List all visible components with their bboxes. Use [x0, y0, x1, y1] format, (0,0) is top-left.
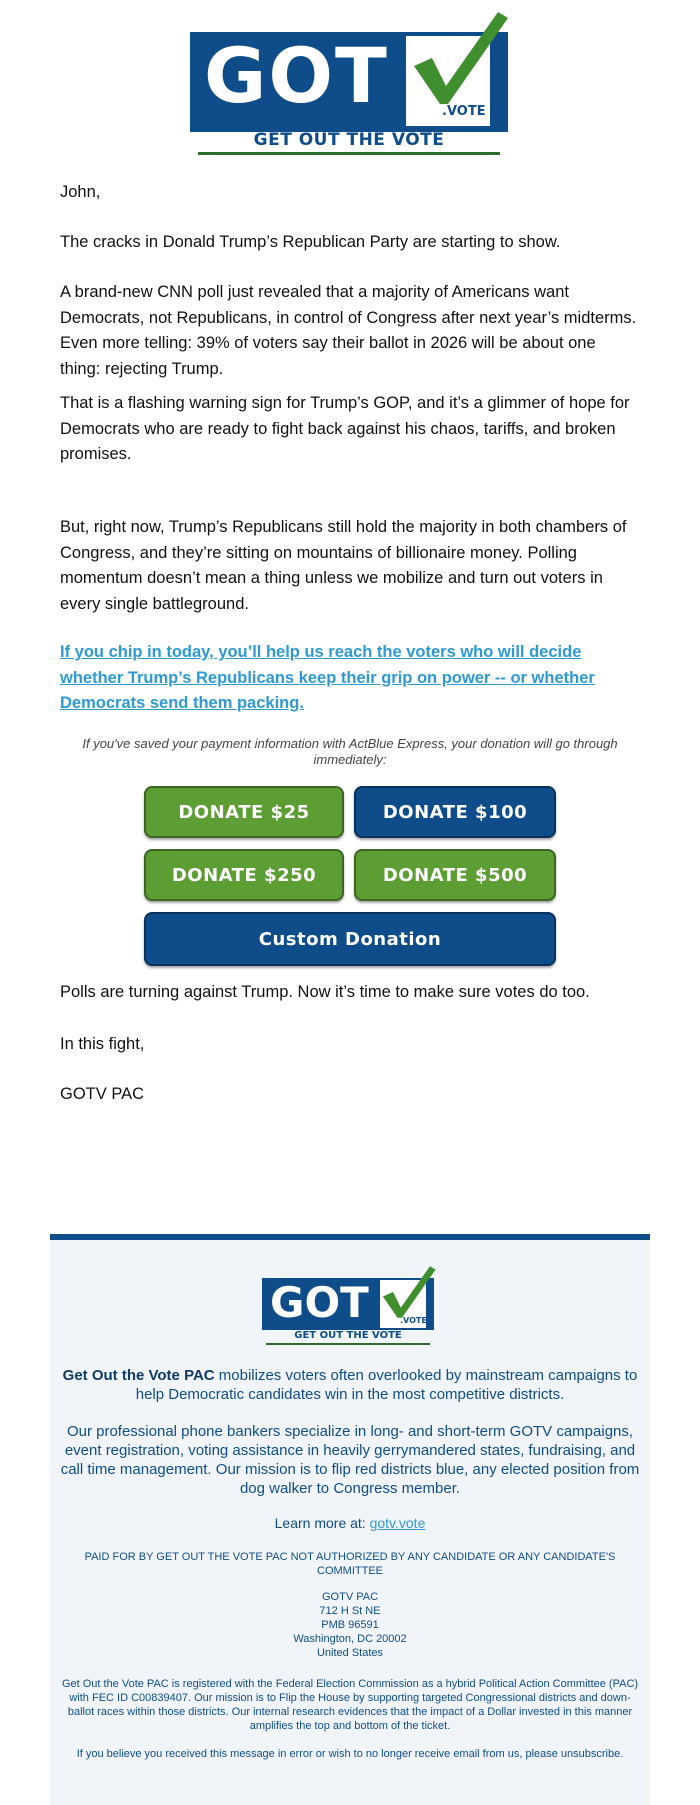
logo-underline — [198, 152, 500, 155]
about-1-text: mobilizes voters often overlooked by mainstream campaigns to help Democratic candidates win in the most competitive districts. — [135, 1367, 638, 1403]
greeting: John, — [60, 183, 101, 201]
address-line: United States — [316, 1647, 384, 1659]
logo-domain: .VOTE — [442, 104, 486, 119]
logo-word: GOT — [204, 31, 389, 120]
custom-donation-button[interactable]: Custom Donation — [144, 912, 556, 966]
checkmark-icon — [402, 8, 512, 108]
org-name: Get Out the Vote PAC — [62, 1367, 215, 1384]
paragraph-2: A brand-new CNN poll just revealed that a majority of Americans want Democrats, not Republicans, in control of Congress after next year’s midterms. Even more telling: 39% of voters say their ballot in 2026 will be about one thing: rejecting Trump. — [60, 283, 637, 378]
footer-about-2: Our professional phone bankers specialize in long- and short-term GOTV campaigns, event registration, voting assistance in heavily gerrymandered states, fundraising, and call time management. Our mission is to flip red districts blue, any elected position from dog walker to Congress member. — [60, 1423, 640, 1497]
footer-logo-domain: .VOTE — [400, 1316, 427, 1325]
address-line: Washington, DC 20002 — [293, 1633, 407, 1645]
footer-about-1 — [60, 1366, 640, 1404]
footer-logo-word: GOT — [270, 1278, 369, 1327]
paragraph-1: The cracks in Donald Trump’s Republican Party are starting to show. — [60, 233, 561, 251]
signature: GOTV PAC — [60, 1085, 145, 1103]
gotv-vote-link[interactable]: gotv.vote — [369, 1515, 426, 1531]
footer-logo-tagline: GET OUT THE VOTE — [294, 1330, 402, 1341]
signoff: In this fight, — [60, 1035, 145, 1053]
donate-250-button[interactable]: DONATE $250 — [144, 849, 344, 901]
donate-100-button[interactable]: DONATE $100 — [354, 786, 556, 838]
footer-logo — [262, 1264, 442, 1344]
cta-donate-link[interactable]: If you chip in today, you’ll help us reach the voters who will decide whether Trump’s Republicans keep their grip on power -- or whether Democrats send them packing. — [60, 643, 595, 712]
paragraph-3: That is a flashing warning sign for Trump’s GOP, and it’s a glimmer of hope for Democrats who are ready to fight back against his chaos, tariffs, and broken promises. — [60, 394, 630, 463]
footer-logo-underline — [266, 1343, 430, 1345]
donate-25-button[interactable]: DONATE $25 — [144, 786, 344, 838]
paragraph-4: But, right now, Trump’s Republicans still hold the majority in both chambers of Congress, and they’re sitting on mountains of billionaire money. Polling momentum doesn’t mean a thing unless we mobilize and turn out voters in every single battleground. — [60, 518, 627, 613]
address-line: GOTV PAC — [321, 1591, 379, 1603]
footer — [50, 1234, 650, 1805]
header-logo — [190, 8, 520, 156]
footer-checkmark-icon — [376, 1264, 438, 1320]
address-line: PMB 96591 — [321, 1619, 379, 1631]
learn-more-label: Learn more at: — [274, 1515, 370, 1531]
address-line: 712 H St NE — [319, 1605, 381, 1617]
learn-more — [60, 1514, 640, 1533]
unsubscribe-notice[interactable]: If you believe you received this message in error or wish to no longer receive email from us, please unsubscribe. — [76, 1748, 624, 1760]
donate-500-button[interactable]: DONATE $500 — [354, 849, 556, 901]
mailing-address — [60, 1590, 640, 1660]
actblue-express-note: If you've saved your payment information with ActBlue Express, your donation will go through immediately: — [82, 736, 618, 767]
logo-tagline: GET OUT THE VOTE — [253, 130, 445, 150]
fec-registration: Get Out the Vote PAC is registered with the Federal Election Commission as a hybrid Political Action Committee (PAC) with FEC ID C00839407. Our mission is to Flip the House by supporting targeted Congressional districts and down-ballot races within those districts. Our internal research evidences that the impact of a Dollar invested in this manner amplifies the top and bottom of the ticket. — [61, 1678, 639, 1732]
paid-for-disclaimer: PAID FOR BY GET OUT THE VOTE PAC NOT AUTHORIZED BY ANY CANDIDATE OR ANY CANDIDATE'S COMMITTEE — [84, 1551, 616, 1577]
paragraph-5: Polls are turning against Trump. Now it’s time to make sure votes do too. — [60, 983, 590, 1001]
